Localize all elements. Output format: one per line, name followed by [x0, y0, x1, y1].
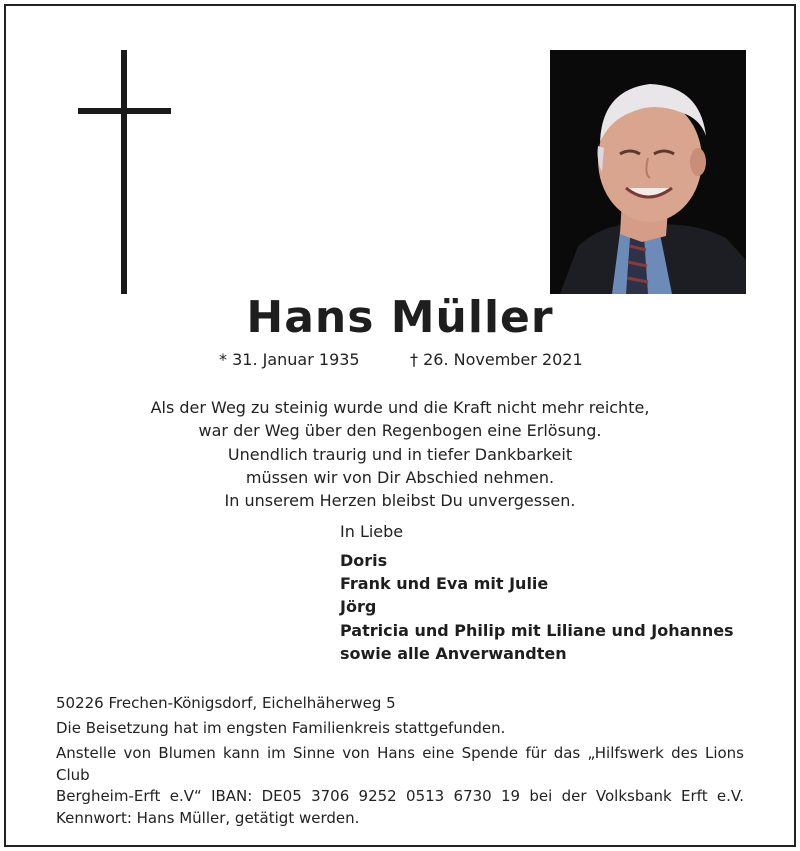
family-address: 50226 Frechen-Königsdorf, Eichelhäherweg 5 [56, 694, 396, 712]
poem-line: Als der Weg zu steinig wurde und die Kraft nicht mehr reichte, [150, 398, 650, 417]
donation-line: Anstelle von Blumen kann im Sinne von Hans eine Spende für das „Hilfswerk des Lions Club [56, 744, 744, 784]
donation-line: Kennwort: Hans Müller, getätigt werden. [56, 808, 360, 827]
mourners-list [340, 549, 734, 665]
memorial-poem [0, 396, 800, 512]
mourners-intro: In Liebe [340, 522, 404, 541]
mourner-entry: Jörg [340, 597, 377, 617]
donation-line: Bergheim-Erft e.V“ IBAN: DE05 3706 9252 0513 6730 19 bei der Volksbank Erft e.V. [56, 787, 744, 805]
birth-date: * 31. Januar 1935 [219, 350, 360, 369]
poem-line: müssen wir von Dir Abschied nehmen. [245, 467, 555, 487]
poem-line: Unendlich traurig und in tiefer Dankbarkeit [227, 444, 573, 464]
cross-horizontal-bar [78, 108, 171, 114]
mourner-entry: Frank und Eva mit Julie [340, 574, 549, 594]
mourner-entry: Doris [340, 551, 388, 570]
mourner-entry: sowie alle Anverwandten [340, 643, 567, 663]
portrait-photo [550, 50, 746, 294]
burial-note: Die Beisetzung hat im engsten Familienkreis stattgefunden. [56, 719, 506, 737]
mourner-entry: Patricia und Philip mit Liliane und Johannes [340, 620, 734, 640]
poem-line: war der Weg über den Regenbogen eine Erlösung. [198, 421, 602, 441]
poem-line: In unserem Herzen bleibst Du unvergessen. [224, 491, 576, 511]
donation-note [56, 743, 744, 829]
deceased-name: Hans Müller [246, 292, 554, 343]
death-date: † 26. November 2021 [410, 350, 583, 369]
cross-vertical-bar [121, 50, 127, 294]
